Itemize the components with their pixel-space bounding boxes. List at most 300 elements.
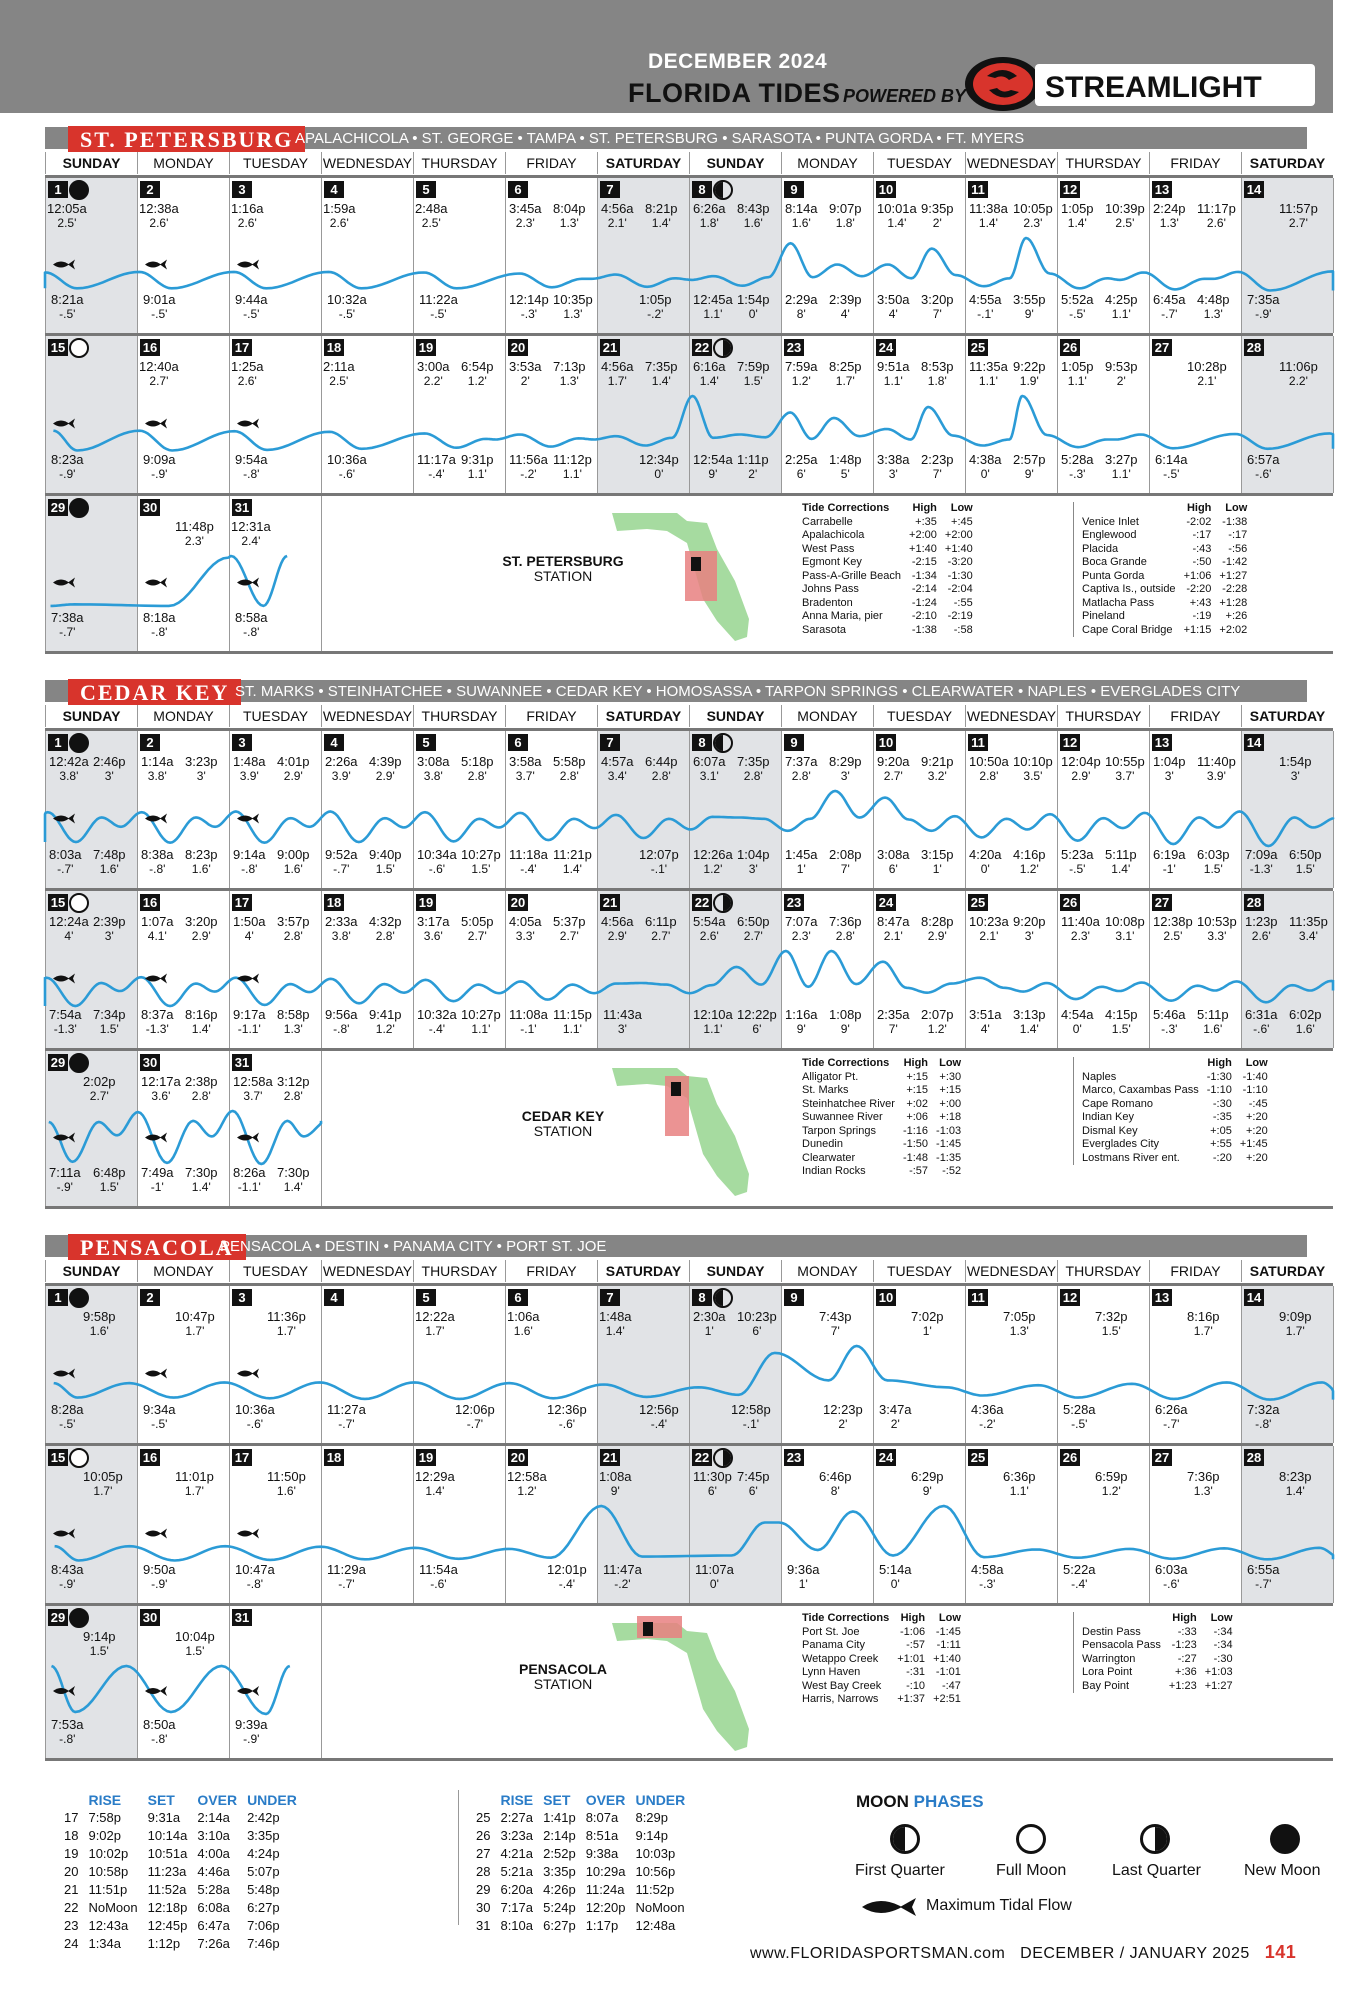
corrections-header: Low: [1245, 1057, 1268, 1069]
low-tide: [233, 1166, 266, 1194]
correction-cell: Wetappo Creek: [802, 1652, 879, 1665]
moon-table-time: 6:08a: [197, 1900, 230, 1915]
day-number: 11: [968, 181, 988, 198]
moon-table-time: 5:07p: [247, 1864, 280, 1879]
high-tide: [369, 915, 402, 943]
corrections-header: Low: [950, 502, 973, 514]
low-tide-time: 12:56p: [639, 1402, 679, 1417]
high-tide-height: 1.7': [1193, 1324, 1213, 1338]
high-tide: [141, 755, 174, 783]
low-tide-time: 8:43a: [51, 1562, 84, 1577]
moon-table-time: 12:20p: [585, 1900, 626, 1915]
low-tide-height: 8': [796, 307, 806, 321]
high-tide-height: 1.7': [835, 374, 855, 388]
last-moon-icon: [713, 1448, 733, 1468]
corrections-header: High: [1186, 502, 1212, 514]
low-tide-time: 9:52a: [325, 847, 358, 862]
day-header: FRIDAY: [1149, 152, 1241, 174]
high-tide: [829, 755, 862, 783]
high-tide: [1153, 755, 1186, 783]
moon-table-day: 27: [476, 1846, 491, 1861]
low-tide-height: -.5': [59, 307, 76, 321]
high-tide: [877, 755, 910, 783]
low-tide-time: 9:09a: [143, 452, 176, 467]
low-tide-height: -.5': [1069, 307, 1086, 321]
low-tide-time: 10:27p: [461, 1007, 501, 1022]
low-tide-time: 2:23p: [921, 452, 954, 467]
high-tide: [461, 915, 494, 943]
moon-table-day: 25: [476, 1810, 491, 1825]
low-tide: [1247, 1563, 1280, 1591]
high-tide-time: 10:47p: [175, 1309, 215, 1324]
high-tide-height: 1.7': [184, 1484, 204, 1498]
high-tide-time: 6:50p: [737, 914, 770, 929]
moon-table-time: NoMoon: [88, 1900, 138, 1915]
high-tide-time: 12:58a: [507, 1469, 547, 1484]
high-tide-height: 2.6': [329, 216, 349, 230]
moon-times-left: RISE SET OVER UNDER 17 7:58p 9:31a 2:14a 2:42p 18 9:02p 10:14a 3:10a 3:35p 19 10:02p 10:51a 4:00a 4:24p 20 10:58p 11:23a 4:46a 5:07p 21 11:51p 11:52a 5:28a 5:48p 22 NoMoon 12:18p 6:08a 6:27p 23 12:43a 12:45p 6:47a 7:06p 24 1:34a 1:12p 7:26a 7:46p: [58, 1790, 303, 1954]
high-tide-height: 3.8': [147, 769, 167, 783]
day-number: 15: [48, 894, 68, 911]
day-header: FRIDAY: [505, 1260, 597, 1282]
correction-cell: Clearwater: [802, 1151, 856, 1164]
high-tide: [737, 915, 770, 943]
high-tide-height: 3.7': [515, 769, 535, 783]
high-tide-height: 1.7': [425, 1324, 445, 1338]
day-number: 23: [784, 1449, 804, 1466]
correction-cell: +1:03: [1204, 1666, 1233, 1678]
high-tide: [911, 1310, 944, 1338]
low-tide-time: 12:45a: [693, 292, 733, 307]
low-tide-height: 1.5': [1203, 862, 1223, 876]
high-tide-time: 11:35p: [1289, 914, 1328, 929]
moon-table-day: 26: [476, 1828, 491, 1843]
low-tide-height: -.9': [151, 1577, 168, 1591]
high-tide: [829, 360, 862, 388]
tide-station-marker-icon: [691, 557, 701, 571]
moon-table-day: 18: [64, 1828, 79, 1843]
low-tide-height: 1.1': [1111, 307, 1131, 321]
high-tide-time: 1:08a: [599, 1469, 632, 1484]
low-tide: [829, 1008, 862, 1036]
low-tide-time: 11:27a: [327, 1402, 366, 1417]
tide-corrections-right: [1073, 502, 1251, 637]
moon-table-time: 9:02p: [88, 1828, 122, 1843]
footer: [750, 1942, 1296, 1963]
high-tide: [1095, 1310, 1128, 1338]
high-tide-height: 2.8': [283, 929, 303, 943]
day-number: 16: [140, 894, 160, 911]
high-tide: [415, 1310, 455, 1338]
day-header: MONDAY: [137, 1260, 229, 1282]
high-tide-time: 8:14a: [785, 201, 818, 216]
moon-table-time: 5:48p: [247, 1882, 280, 1897]
column-divider: [1333, 731, 1334, 888]
high-tide: [601, 360, 634, 388]
low-tide-time: 9:54a: [235, 452, 268, 467]
low-tide-time: 4:15p: [1105, 1007, 1138, 1022]
moon-table-day: 19: [64, 1846, 79, 1861]
fish-icon: [145, 578, 167, 588]
fish-icon: [53, 578, 75, 588]
high-tide-height: 2.3': [1070, 929, 1090, 943]
high-tide-time: 3:00a: [417, 359, 450, 374]
correction-cell: +:05: [1210, 1124, 1232, 1137]
low-tide-height: -.8': [243, 625, 260, 639]
correction-cell: -2:02: [1186, 515, 1212, 528]
low-tide-time: 5:14a: [879, 1562, 912, 1577]
low-tide-time: 9:41p: [369, 1007, 402, 1022]
high-tide: [693, 360, 726, 388]
low-tide-height: -.3': [1161, 1022, 1178, 1036]
correction-cell: Bay Point: [1082, 1679, 1130, 1692]
header-powered-by: POWERED BY: [843, 86, 967, 106]
day-header: TUESDAY: [229, 1260, 321, 1282]
correction-cell: -1:10: [1206, 1084, 1232, 1096]
day-header: SUNDAY: [45, 152, 137, 174]
low-tide-height: 7': [932, 307, 942, 321]
day-number: 10: [876, 181, 896, 198]
page-number: 141: [1264, 1942, 1297, 1962]
low-tide: [1153, 848, 1186, 876]
day-number: 14: [1244, 734, 1264, 751]
correction-cell: Naples: [1082, 1070, 1117, 1083]
low-tide-time: 8:21a: [51, 292, 84, 307]
low-tide-time: 6:02p: [1289, 1007, 1322, 1022]
low-tide-time: 12:22p: [737, 1007, 777, 1022]
day-header: SATURDAY: [1241, 705, 1333, 727]
day-number: 26: [1060, 1449, 1080, 1466]
tide-curve-path: [49, 1111, 321, 1164]
high-tide-time: 7:59p: [737, 359, 770, 374]
low-tide: [1289, 1008, 1322, 1036]
fish-icon: [53, 1369, 75, 1379]
corrections-header: High: [903, 1057, 929, 1069]
low-tide-height: -.6': [430, 1577, 447, 1591]
high-tide: [1245, 915, 1278, 943]
low-tide-height: -1': [150, 1180, 164, 1194]
low-tide-height: -.2': [647, 307, 664, 321]
station-name: ST. PETERSBURG: [502, 552, 624, 569]
low-tide-time: 1:08p: [829, 1007, 862, 1022]
high-tide-time: 11:40p: [1197, 754, 1236, 769]
day-header: SATURDAY: [1241, 152, 1333, 174]
week-row: [45, 333, 1333, 490]
correction-cell: Carrabelle: [802, 515, 853, 528]
high-tide: [277, 915, 310, 943]
correction-cell: -1:06: [899, 1625, 926, 1638]
low-tide: [921, 453, 954, 481]
low-tide: [233, 1008, 266, 1036]
low-tide: [51, 611, 84, 639]
low-tide-height: 9': [796, 1022, 806, 1036]
moon-table-time: 10:51a: [147, 1846, 188, 1861]
tide-curve-path: [51, 556, 288, 606]
low-tide-time: 7:53a: [51, 1717, 84, 1732]
moon-table-time: 12:45p: [147, 1918, 188, 1933]
day-header: THURSDAY: [413, 1260, 505, 1282]
day-number: 10: [876, 1289, 896, 1306]
high-tide: [49, 755, 89, 783]
low-tide-time: 6:26a: [1155, 1402, 1188, 1417]
day-number: 27: [1152, 339, 1172, 356]
high-tide: [185, 1075, 218, 1103]
day-number: 1: [48, 181, 68, 198]
high-tide-height: 7': [830, 1324, 840, 1338]
low-tide: [921, 293, 954, 321]
low-tide: [829, 848, 862, 876]
day-header: MONDAY: [781, 1260, 873, 1282]
high-tide-time: 2:48a: [415, 201, 448, 216]
high-tide-height: 2': [520, 374, 530, 388]
high-tide: [1197, 755, 1236, 783]
low-tide-time: 11:17a: [417, 452, 456, 467]
moon-table-time: 2:42p: [247, 1810, 280, 1825]
low-tide-time: 12:34p: [639, 452, 679, 467]
day-number: 17: [232, 894, 252, 911]
station-label: [483, 1109, 643, 1139]
high-tide-time: 8:28p: [921, 914, 954, 929]
low-tide-height: 1.5': [471, 862, 491, 876]
day-header: SUNDAY: [689, 705, 781, 727]
high-tide-height: 2.9': [607, 929, 627, 943]
low-tide-time: 2:35a: [877, 1007, 910, 1022]
high-tide-height: 3': [1164, 769, 1174, 783]
high-tide: [737, 360, 770, 388]
low-tide-height: 3': [617, 1022, 627, 1036]
high-tide-time: 9:21p: [921, 754, 954, 769]
high-tide-time: 10:50a: [969, 754, 1009, 769]
low-tide: [1061, 1008, 1094, 1036]
low-tide-time: 3:13p: [1013, 1007, 1046, 1022]
low-tide: [141, 1166, 174, 1194]
high-tide-time: 8:25p: [829, 359, 862, 374]
column-divider: [321, 496, 322, 651]
moon-table-time: 5:21a: [500, 1864, 534, 1879]
high-tide: [415, 1470, 455, 1498]
new-moon-icon: [1270, 1824, 1300, 1854]
corrections-header: Tide Corrections: [802, 502, 890, 514]
low-tide: [879, 1403, 912, 1431]
high-tide-time: 9:51a: [877, 359, 910, 374]
low-tide-height: 3': [888, 467, 898, 481]
low-tide-height: 1.6': [1203, 1022, 1223, 1036]
low-tide-height: -.7': [466, 1417, 484, 1431]
fish-icon: [237, 1369, 259, 1379]
low-tide-height: 1.5': [1295, 862, 1315, 876]
high-tide: [139, 360, 179, 388]
day-number: 30: [140, 499, 160, 516]
high-tide: [461, 755, 494, 783]
low-tide-time: 7:35a: [1247, 292, 1280, 307]
low-tide-height: -.3': [979, 1577, 996, 1591]
high-tide-height: 2.3': [184, 534, 204, 548]
correction-cell: -1:01: [935, 1666, 961, 1678]
low-tide-time: 9:40p: [369, 847, 402, 862]
high-tide: [1003, 1310, 1036, 1338]
day-header: SATURDAY: [1241, 1260, 1333, 1282]
low-tide-time: 2:29a: [785, 292, 818, 307]
day-header: SATURDAY: [597, 705, 689, 727]
high-tide-time: 3:12p: [277, 1074, 310, 1089]
correction-cell: -:45: [1248, 1097, 1268, 1110]
high-tide-height: 3.4': [607, 769, 627, 783]
high-tide: [233, 915, 266, 943]
high-tide: [829, 202, 862, 230]
low-tide-height: -.4': [558, 1577, 576, 1591]
high-tide-time: 11:48p: [175, 519, 214, 534]
high-tide-time: 6:16a: [693, 359, 726, 374]
low-tide-time: 5:23a: [1061, 847, 1094, 862]
high-tide: [231, 360, 264, 388]
low-tide-time: 8:28a: [51, 1402, 84, 1417]
high-tide: [829, 915, 862, 943]
day-header: WEDNESDAY: [965, 1260, 1057, 1282]
low-tide-height: 1.4': [562, 862, 582, 876]
high-tide-height: 2.6': [237, 374, 257, 388]
first-moon-icon: [713, 180, 733, 200]
moon-table-time: 7:58p: [88, 1810, 122, 1825]
low-tide: [1013, 848, 1046, 876]
low-tide: [49, 1166, 81, 1194]
correction-cell: Egmont Key: [802, 556, 862, 568]
high-tide-time: 1:48a: [599, 1309, 632, 1324]
low-tide-time: 1:05p: [639, 292, 672, 307]
low-tide-time: 10:36a: [235, 1402, 275, 1417]
low-tide: [185, 1008, 218, 1036]
day-number: 12: [1060, 1289, 1080, 1306]
fish-icon: [237, 1686, 259, 1696]
low-tide: [971, 1403, 1004, 1431]
high-tide: [737, 202, 770, 230]
high-tide: [1289, 915, 1328, 943]
high-tide: [507, 1470, 547, 1498]
high-tide-time: 4:56a: [601, 914, 634, 929]
correction-cell: +:20: [1245, 1124, 1268, 1137]
correction-cell: -3:20: [947, 556, 973, 568]
high-tide-height: 1.2': [467, 374, 487, 388]
moon-table-time: 6:20a: [500, 1882, 534, 1897]
low-tide: [143, 453, 176, 481]
high-tide: [175, 1630, 215, 1658]
low-tide-time: 5:22a: [1063, 1562, 1096, 1577]
low-tide-height: -.1': [977, 307, 994, 321]
moon-table-day: 22: [64, 1900, 79, 1915]
moon-table-time: NoMoon: [635, 1900, 685, 1915]
day-number: 21: [600, 339, 620, 356]
low-tide-height: 7': [932, 467, 942, 481]
low-tide: [325, 1008, 358, 1036]
day-number: 20: [508, 339, 528, 356]
high-tide: [1105, 755, 1145, 783]
low-tide: [1155, 1403, 1188, 1431]
moon-table-time: 10:03p: [635, 1846, 676, 1861]
moon-table-day: 30: [476, 1900, 491, 1915]
high-tide: [601, 755, 634, 783]
high-tide: [83, 1075, 116, 1103]
low-tide: [693, 848, 733, 876]
high-tide-height: 2.8': [979, 769, 999, 783]
day-header: FRIDAY: [1149, 1260, 1241, 1282]
high-tide-height: 2.8': [791, 769, 811, 783]
low-tide-time: 9:14a: [233, 847, 266, 862]
low-tide-time: 12:23p: [823, 1402, 863, 1417]
high-tide: [599, 1310, 632, 1338]
high-tide-height: 2.1': [1197, 374, 1217, 388]
high-tide: [83, 1470, 123, 1498]
correction-cell: Lynn Haven: [802, 1666, 861, 1678]
moon-table-time: 9:38a: [585, 1846, 619, 1861]
footer-url[interactable]: www.FLORIDASPORTSMAN.com: [750, 1945, 1006, 1962]
low-tide-height: -1.1': [237, 1180, 261, 1194]
moon-table-time: 7:46p: [247, 1936, 280, 1951]
correction-cell: -1:30: [947, 569, 973, 582]
high-tide-height: 1.8': [835, 216, 855, 230]
corrections-header: High: [1207, 1057, 1232, 1069]
day-number: 4: [324, 734, 344, 751]
day-number: 7: [600, 181, 620, 198]
fish-icon: [145, 260, 167, 270]
high-tide-time: 5:58p: [553, 754, 586, 769]
correction-cell: Pass-A-Grille Beach: [802, 569, 902, 582]
low-tide: [49, 1008, 82, 1036]
fish-icon: [53, 1529, 75, 1539]
day-header: WEDNESDAY: [965, 705, 1057, 727]
high-tide-time: 2:38p: [185, 1074, 218, 1089]
low-tide: [553, 848, 592, 876]
low-tide: [737, 1008, 777, 1036]
high-tide-height: 2.6': [149, 216, 169, 230]
low-tide-time: 4:20a: [969, 847, 1002, 862]
moon-table-time: 5:28a: [197, 1882, 230, 1897]
low-tide-time: 3:08a: [877, 847, 910, 862]
correction-cell: -2:10: [911, 610, 937, 622]
high-tide: [599, 1470, 632, 1498]
high-tide-height: 1.3': [1009, 1324, 1029, 1338]
first-moon-icon: [713, 733, 733, 753]
high-tide: [175, 1470, 214, 1498]
high-tide-time: 3:23p: [185, 754, 218, 769]
low-tide-time: 3:50a: [877, 292, 910, 307]
high-tide-time: 11:01p: [175, 1469, 214, 1484]
high-tide: [969, 755, 1009, 783]
high-tide-time: 10:23p: [737, 1309, 777, 1324]
high-tide-time: 1:04p: [1153, 754, 1186, 769]
last-moon-icon: [713, 338, 733, 358]
section-cities: PENSACOLA • DESTIN • PANAMA CITY • PORT ST. JOE: [220, 1238, 607, 1255]
high-tide-height: 2.7': [559, 929, 579, 943]
correction-cell: +:20: [1245, 1151, 1268, 1164]
low-tide: [509, 1008, 548, 1036]
fish-icon: [145, 419, 167, 429]
day-header: MONDAY: [137, 152, 229, 174]
low-tide: [143, 611, 176, 639]
low-tide-height: 9': [708, 467, 718, 481]
day-number: 16: [140, 1449, 160, 1466]
low-tide-height: -.8': [151, 625, 168, 639]
low-tide-height: 0': [748, 307, 758, 321]
new-moon-icon: [69, 1288, 89, 1308]
low-tide-height: 1.4': [283, 1180, 303, 1194]
high-tide: [93, 755, 126, 783]
low-tide: [1013, 1008, 1046, 1036]
high-tide-height: 2.8': [743, 769, 763, 783]
high-tide-height: 1.4': [887, 216, 907, 230]
high-tide-time: 6:36p: [1003, 1469, 1036, 1484]
high-tide: [693, 755, 726, 783]
fish-icon: [53, 419, 75, 429]
high-tide: [1105, 202, 1145, 230]
